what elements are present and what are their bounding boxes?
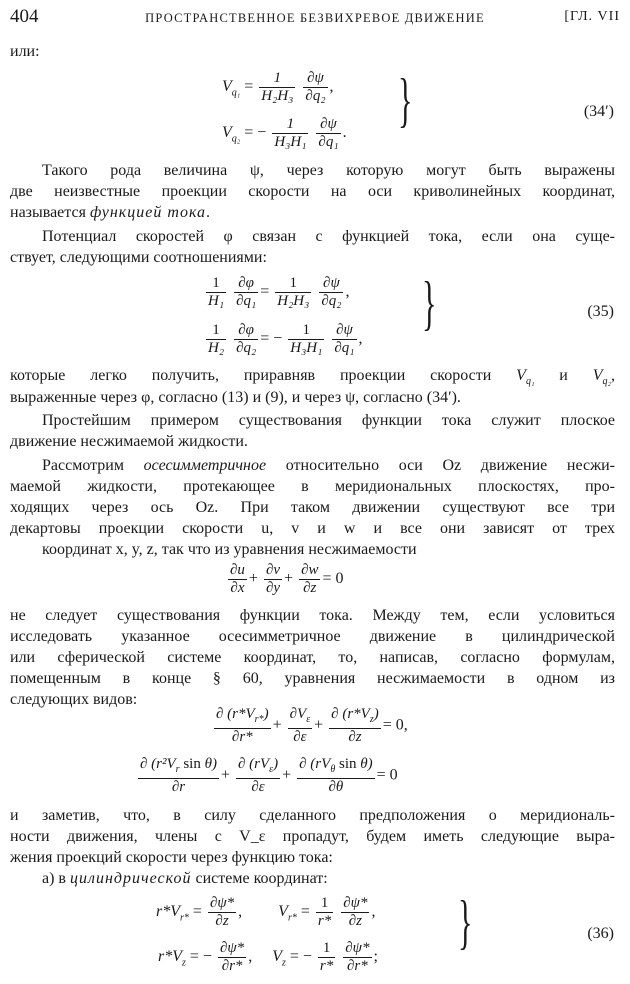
- text-line: Простейшим примером существования функции тока служит плоское: [42, 412, 615, 429]
- term-cylindrical: цилиндрической: [69, 870, 192, 887]
- equation-continuity: $\frac{\partial u}{\partial x}$ + $\frac{\partial v}{\partial y}$ + $\frac{\partial w}{\partial z}$ = 0: [230, 562, 344, 596]
- text-line: которые легко получить, приравняв проекции скорости $V_{q_1}$ и $V_{q_2}$,: [10, 367, 616, 388]
- text-line: и заметив, что, в силу сделанного предположения о меридиональ-: [10, 807, 615, 824]
- text-line: или сферической системе координат, то, написав, согласно формулам,: [10, 649, 615, 666]
- eq34-number: (34′): [583, 103, 614, 120]
- text-line: не следует существования функции тока. Между тем, если условиться: [10, 607, 615, 624]
- term-axisymmetric: осесимметричное: [143, 457, 267, 474]
- eq35-line1: $\frac{1}{\text{H₁}}$ $\frac{\partial\varphi}{\text{∂q₁}}$ = $\frac{1}{\text{H₂H₃}}$ $\frac{\partial\psi}{\text{∂q₂}}$ ,: [208, 275, 350, 309]
- text-line: движение несжимаемой жидкости.: [10, 433, 248, 450]
- eq36-line1: $r*V_{r*}$ = $\frac{\partial\psi*}{\partial z}$ , $V_{r*}$ = $\frac{1}{r*}$ $\frac{\partial\psi*}{\partial z}$ ,: [156, 895, 376, 929]
- text-line: Рассмотрим осесимметричное относительно оси Oz движение несжи-: [42, 457, 616, 474]
- text-line: Такого рода величина ψ, через которую могут быть выражены: [42, 162, 615, 179]
- eq35-line2: $\frac{1}{\text{H₂}}$ $\frac{\partial\varphi}{\text{∂q₂}}$ = − $\frac{1}{\text{H₃H₁}}$ $\frac{\partial\psi}{\text{∂q₁}}$ ,: [208, 322, 363, 356]
- eq36-number: (36): [587, 925, 614, 942]
- text-line: помещенным в конце § 60, уравнения несжимаемости в одном из: [10, 670, 615, 687]
- eq34-line2: $V_{q_2}$ = − $\frac{1}{\text{H₃H₁}}$ $\frac{\partial\psi}{\text{∂q₁}}$ .: [222, 116, 347, 150]
- term-stream-function: функцией тока: [89, 204, 207, 221]
- eq35-brace: }: [422, 270, 437, 336]
- text-line: исследовать указанное осесимметричное движение в цилиндрической: [10, 628, 615, 645]
- running-header: [10, 6, 620, 30]
- running-title: ПРОСТРАНСТВЕННОЕ БЕЗВИХРЕВОЕ ДВИЖЕНИЕ: [145, 11, 485, 25]
- eq35-number: (35): [587, 303, 614, 320]
- page-number: 404: [10, 6, 39, 27]
- text-line: выраженные через φ, согласно (13) и (9), и через ψ, согласно (34′).: [10, 389, 461, 406]
- text-line: называется функцией тока.: [10, 204, 211, 221]
- text-line: декартовы проекции скорости u, v и w и все они зависят от трех: [10, 520, 615, 537]
- eq36-line2: $r*V_z$ = − $\frac{\partial\psi*}{\partial r*}$ , $V_z$ = − $\frac{1}{r*}$ $\frac{\partial\psi*}{\partial r*}$ ;: [158, 940, 378, 974]
- text-line: две неизвестные проекции скорости на оси криволинейных координат,: [10, 183, 615, 200]
- text-line: ности движения, члены с V_ε пропадут, будем иметь следующие выра-: [10, 828, 615, 845]
- text-line: а) в цилиндрической системе координат:: [42, 870, 328, 887]
- text-line: Потенциал скоростей φ связан с функцией тока, если она суще-: [42, 228, 615, 245]
- eq34-brace: }: [398, 67, 413, 133]
- text-line: следующих видов:: [10, 691, 138, 708]
- eq36-brace: }: [458, 889, 473, 955]
- equation-spherical-continuity: $\frac{\partial (r^2V_r \sin \theta)}{\partial r}$ + $\frac{\partial (rV_\varepsilon)}{\partial\varepsilon}$ + $\frac{\partial (rV_\theta \sin \theta)}{\partial\theta}$ = 0: [140, 756, 398, 795]
- text-line: маемой жидкости, протекающее в меридиональных плоскостях, про-: [10, 478, 615, 495]
- equation-cylindrical-continuity: $\frac{\partial (r*V_{r*})}{\partial r*}$ + $\frac{\partial V_\varepsilon}{\partial\varepsilon}$ + $\frac{\partial (r*V_z)}{\partial z}$ = 0,: [216, 706, 408, 745]
- text-line: жения проекций скорости через функцию тока:: [10, 849, 333, 866]
- text-line: ствует, следующими соотношениями:: [10, 249, 267, 266]
- text-line: координат x, y, z, так что из уравнения несжимаемости: [42, 541, 417, 558]
- chapter-label: [ГЛ. VII: [564, 9, 620, 24]
- text-line: или:: [10, 43, 40, 60]
- eq34-line1: $V_{q_1}$ = $\frac{1}{\text{H₂H₃}}$ $\frac{\partial\psi}{\text{∂q₂}}$ ,: [222, 70, 334, 104]
- text-line: ходящих через ось Oz. При таком движении существуют все три: [10, 499, 615, 516]
